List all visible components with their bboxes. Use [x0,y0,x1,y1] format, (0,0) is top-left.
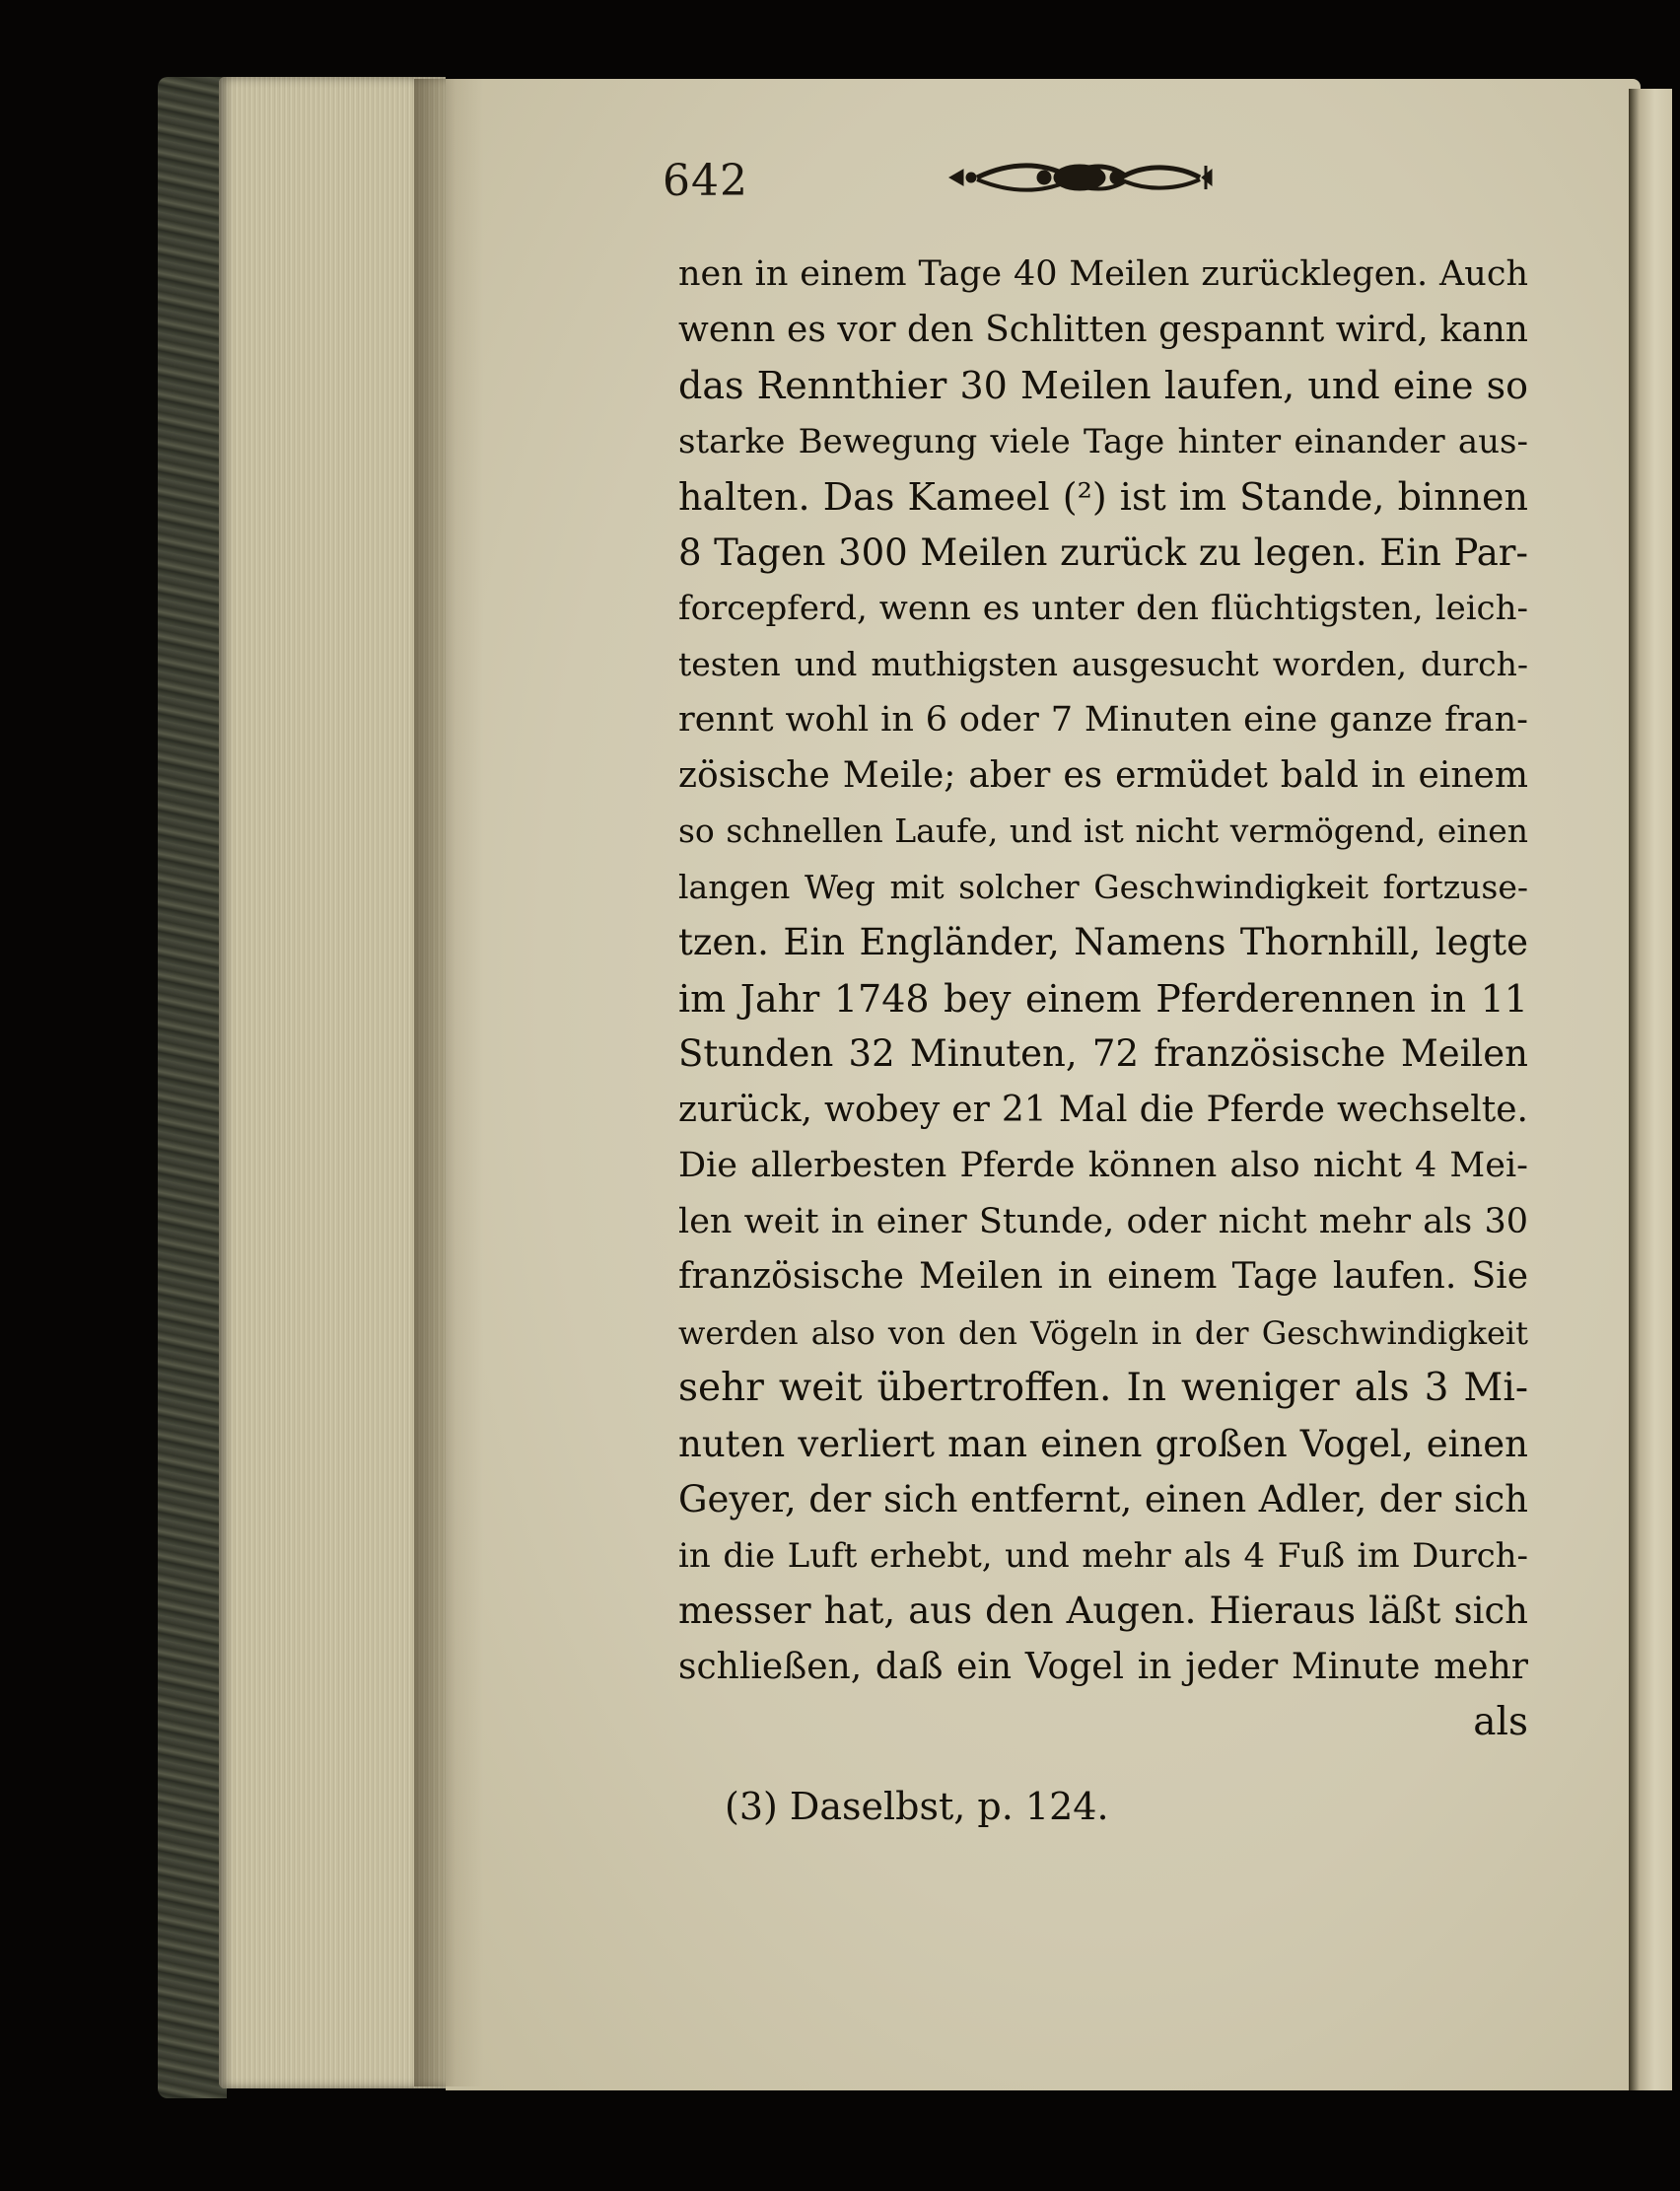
text-line: schließen, daß ein Vogel in jeder Minute mehr [678,1646,1528,1687]
page-number: 642 [663,156,748,206]
text-line: sehr weit übertroffen. In weniger als 3 Mi- [678,1366,1528,1410]
text-line: das Rennthier 30 Meilen laufen, und eine so [678,364,1528,407]
text-line: messer hat, aus den Augen. Hieraus läßt sich [678,1590,1528,1632]
text-line: werden also von den Vögeln in der Geschwindigkeit [678,1313,1528,1352]
catchword: als [1473,1700,1528,1744]
footnote: (3) Daselbst, p. 124. [725,1785,1109,1828]
text-line: nen in einem Tage 40 Meilen zurücklegen. Auch [678,254,1528,294]
text-line: forcepferd, wenn es unter den flüchtigsten, leich- [678,589,1528,628]
text-line: langen Weg mit solcher Geschwindigkeit fortzuse- [678,867,1528,906]
text-line: Stunden 32 Minuten, 72 französische Meilen [678,1032,1528,1075]
next-page-edge [1629,89,1672,2090]
text-line: so schnellen Laufe, und ist nicht vermögend, einen [678,812,1528,850]
text-line: wenn es vor den Schlitten gespannt wird, kann [678,309,1528,350]
text-line: tzen. Ein Engländer, Namens Thornhill, legte [678,921,1528,963]
marbled-cover-edge [158,77,227,2098]
page-block-edges [219,77,446,2088]
text-line: Die allerbesten Pferde können also nicht 4 Mei- [678,1146,1528,1185]
header-ornament-icon [942,158,1218,197]
text-line: rennt wohl in 6 oder 7 Minuten eine ganze fran- [678,700,1528,740]
gutter-shadow [414,79,483,2086]
text-line: testen und muthigsten ausgesucht worden, durch- [678,644,1528,683]
text-line: im Jahr 1748 bey einem Pferderennen in 11 [678,976,1528,1021]
text-line: französische Meilen in einem Tage laufen. Sie [678,1256,1528,1297]
text-line: Geyer, der sich entfernt, einen Adler, der sich [678,1478,1528,1520]
text-line: halten. Das Kameel (²) ist im Stande, binnen [678,475,1528,519]
text-line: nuten verliert man einen großen Vogel, einen [678,1422,1528,1465]
text-line: len weit in einer Stunde, oder nicht mehr als 30 [678,1201,1528,1241]
text-line: zösische Meile; aber es ermüdet bald in einem [678,754,1528,796]
text-line: zurück, wobey er 21 Mal die Pferde wechselte. [678,1089,1528,1130]
body-text [678,247,1528,1751]
text-line: in die Luft erhebt, und mehr als 4 Fuß im Durch- [678,1535,1528,1576]
text-line: 8 Tagen 300 Meilen zurück zu legen. Ein Par- [678,530,1528,574]
text-line: starke Bewegung viele Tage hinter einander aus- [678,421,1528,461]
